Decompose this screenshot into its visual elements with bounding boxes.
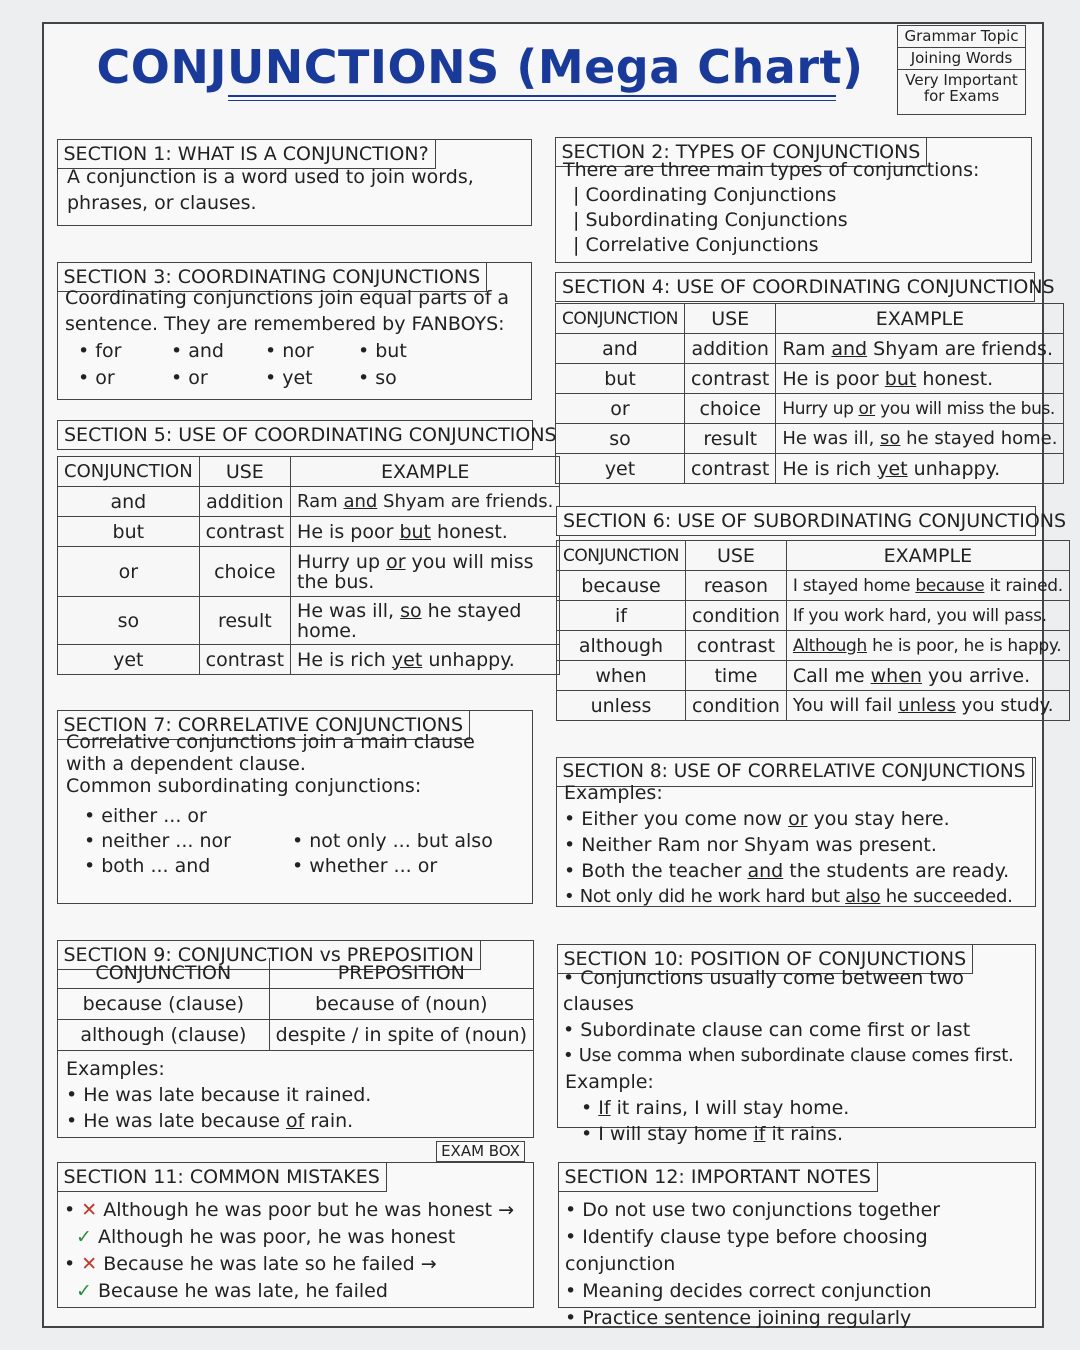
table-row (556, 424, 1064, 454)
position-item: • Subordinate clause can come first or last (563, 1019, 971, 1041)
tag-important: Very Important for Exams (905, 71, 1018, 105)
topic-tag-box (897, 25, 1026, 115)
cell-example: He is rich yet unhappy. (776, 454, 1064, 484)
col-header: CONJUNCTION (58, 457, 200, 487)
cell-example: He is poor but honest. (776, 364, 1064, 394)
cell-conjunction: or (58, 547, 200, 597)
table-row (556, 334, 1064, 364)
cell-use: time (686, 661, 787, 691)
table-row (58, 1019, 533, 1050)
title-underline (228, 95, 836, 97)
table-row (58, 517, 560, 547)
cell-example: Hurry up or you will miss the bus. (776, 394, 1064, 424)
type-item: | Subordinating Conjunctions (573, 209, 848, 231)
type-coordinating: Coordinating Conjunctions (585, 184, 837, 206)
table-row (556, 364, 1064, 394)
fanboys-item: • nor (265, 340, 314, 362)
section-11 (57, 1162, 534, 1308)
cell-use: addition (199, 487, 290, 517)
type-subordinating: Subordinating Conjunctions (585, 209, 848, 231)
col-header: EXAMPLE (786, 541, 1069, 571)
cell-preposition: because of (noun) (269, 988, 533, 1019)
cell-preposition: despite / in spite of (noun) (269, 1019, 533, 1050)
title-underline-thin (228, 100, 836, 101)
section-3 (57, 262, 532, 400)
example-item: • He was late because it rained. (66, 1084, 372, 1106)
section-3-heading: SECTION 3: COORDINATING CONJUNCTIONS (57, 262, 488, 292)
fanboys-word: or (188, 367, 208, 389)
cell-use: contrast (686, 631, 787, 661)
note-item: • Do not use two conjunctions together (565, 1199, 941, 1221)
mistake-wrong: • ✕ Although he was poor but he was honest → (64, 1199, 515, 1221)
fanboys-item: • but (358, 340, 407, 362)
comparison-table (58, 958, 533, 1051)
cell-example: You will fail unless you study. (786, 691, 1069, 721)
cell-conjunction: although (557, 631, 686, 661)
tag-grammar-topic: Grammar Topic (898, 26, 1025, 48)
cell-use: choice (685, 394, 776, 424)
cell-use: result (685, 424, 776, 454)
table-row (58, 597, 560, 645)
section-5 (57, 420, 557, 676)
cell-conjunction: because (557, 571, 686, 601)
example-item: • Not only did he work hard but also he succeeded. (564, 886, 1013, 907)
section-5-heading: SECTION 5: USE OF COORDINATING CONJUNCTIONS (57, 420, 533, 450)
fanboys-item: • so (358, 367, 397, 389)
cell-conjunction: but (58, 517, 200, 547)
table-row (557, 571, 1070, 601)
example-item: • If it rains, I will stay home. (581, 1097, 850, 1119)
col-header: CONJUNCTION (58, 958, 269, 988)
cell-conjunction: and (556, 334, 685, 364)
section-1-text: A conjunction is a word used to join words, phrases, or clauses. (67, 166, 474, 214)
section-4 (555, 272, 1058, 488)
cell-example: I stayed home because it rained. (786, 571, 1069, 601)
cell-conjunction: yet (556, 454, 685, 484)
correlative-pair: • not only ... but also (292, 830, 493, 852)
section-10 (557, 944, 1036, 1145)
section-10-heading: SECTION 10: POSITION OF CONJUNCTIONS (557, 944, 974, 974)
position-item: • Conjunctions usually come between two clauses (563, 967, 964, 1015)
table-row (58, 988, 533, 1019)
col-header: PREPOSITION (269, 958, 533, 988)
fanboys-item: • or (78, 367, 115, 389)
section-12-heading: SECTION 12: IMPORTANT NOTES (558, 1162, 878, 1192)
cell-use: contrast (199, 645, 290, 675)
section-7-body (66, 731, 528, 797)
section-7-line: with a dependent clause. (66, 753, 306, 775)
note-item: • Practice sentence joining regularly (565, 1307, 912, 1329)
cell-conjunction: or (556, 394, 685, 424)
section-8-body (564, 780, 1034, 910)
fanboys-word: yet (282, 367, 313, 389)
section-6-heading: SECTION 6: USE OF SUBORDINATING CONJUNCTIONS (556, 506, 1036, 536)
cell-example: Call me when you arrive. (786, 661, 1069, 691)
examples-label: Examples: (564, 782, 663, 804)
cell-conjunction: unless (557, 691, 686, 721)
page-title: CONJUNCTIONS (Mega Chart) (96, 40, 864, 94)
section-5-table (57, 456, 560, 675)
section-6 (556, 506, 1067, 722)
table-row (556, 454, 1064, 484)
section-10-body (563, 965, 1035, 1147)
table-row (58, 487, 560, 517)
cell-example: Ram and Shyam are friends. (776, 334, 1064, 364)
cell-example: He was ill, so he stayed home. (776, 424, 1064, 454)
table-row (58, 547, 560, 597)
cell-example: Ram and Shyam are friends. (291, 487, 560, 517)
cell-use: contrast (199, 517, 290, 547)
fanboys-word: for (95, 340, 122, 362)
fanboys-item: • yet (265, 367, 313, 389)
fanboys-item: • and (171, 340, 224, 362)
fanboys-word: nor (282, 340, 314, 362)
type-item: | Coordinating Conjunctions (573, 184, 837, 206)
cell-conjunction: so (58, 597, 200, 645)
cell-use: contrast (685, 454, 776, 484)
table-row (58, 645, 560, 675)
mistake-right: ✓ Although he was poor, he was honest (76, 1226, 456, 1248)
col-header: EXAMPLE (291, 457, 560, 487)
cell-example: He is rich yet unhappy. (291, 645, 560, 675)
section-7-line: Correlative conjunctions join a main clause (66, 731, 475, 753)
cell-example: Although he is poor, he is happy. (786, 631, 1069, 661)
correlative-pair: • both ... and (84, 855, 211, 877)
section-4-table (555, 303, 1064, 484)
col-header: USE (199, 457, 290, 487)
cross-icon: ✕ (81, 1199, 98, 1221)
section-3-text: Coordinating conjunctions join equal parts of a sentence. They are remembered by FANBOYS: (65, 287, 510, 335)
cell-use: condition (686, 601, 787, 631)
check-icon: ✓ (76, 1226, 92, 1248)
section-12 (558, 1162, 1036, 1329)
table-row (557, 631, 1070, 661)
correlative-pair: • whether ... or (292, 855, 438, 877)
example-label: Example: (565, 1071, 654, 1093)
cell-conjunction: if (557, 601, 686, 631)
col-header: USE (686, 541, 787, 571)
cell-example: If you work hard, you will pass. (786, 601, 1069, 631)
section-2-heading: SECTION 2: TYPES OF CONJUNCTIONS (555, 137, 928, 167)
section-7-line: Common subordinating conjunctions: (66, 775, 422, 797)
example-item: • Both the teacher and the students are ready. (564, 860, 1010, 882)
section-2-intro: There are three main types of conjunctions: (563, 159, 980, 181)
section-2 (555, 137, 1032, 263)
mistake-right: ✓ Because he was late, he failed (76, 1280, 388, 1302)
cell-conjunction: but (556, 364, 685, 394)
section-2-body (563, 158, 1023, 258)
section-1 (57, 139, 532, 226)
section-12-body (565, 1197, 1033, 1332)
type-correlative: Correlative Conjunctions (585, 234, 819, 256)
cell-use: result (199, 597, 290, 645)
fanboys-word: and (188, 340, 224, 362)
cell-use: reason (686, 571, 787, 601)
exam-box-label: EXAM BOX (436, 1141, 525, 1162)
section-7-heading: SECTION 7: CORRELATIVE CONJUNCTIONS (57, 710, 471, 740)
fanboys-word: so (375, 367, 397, 389)
type-item: | Correlative Conjunctions (573, 234, 819, 256)
cell-conjunction: and (58, 487, 200, 517)
section-11-body (64, 1197, 532, 1305)
table-row (556, 394, 1064, 424)
cell-example: Hurry up or you will miss the bus. (291, 547, 560, 597)
section-6-table (556, 540, 1070, 721)
cell-conjunction: so (556, 424, 685, 454)
section-8-heading: SECTION 8: USE OF CORRELATIVE CONJUNCTIONS (556, 757, 1033, 787)
cross-icon: ✕ (81, 1253, 98, 1275)
mistake-wrong: • ✕ Because he was late so he failed → (64, 1253, 437, 1275)
cell-conjunction: yet (58, 645, 200, 675)
correlative-pair: • neither ... nor (84, 830, 231, 852)
fanboys-word: but (375, 340, 407, 362)
cell-example: He is poor but honest. (291, 517, 560, 547)
col-header: EXAMPLE (776, 304, 1064, 334)
table-row (557, 601, 1070, 631)
example-item: • Either you come now or you stay here. (564, 808, 950, 830)
section-11-heading: SECTION 11: COMMON MISTAKES (57, 1162, 387, 1192)
section-9-examples (66, 1056, 526, 1134)
cell-example: He was ill, so he stayed home. (291, 597, 560, 645)
col-header: CONJUNCTION (557, 541, 686, 571)
section-1-heading: SECTION 1: WHAT IS A CONJUNCTION? (57, 139, 436, 169)
section-7 (57, 710, 533, 904)
examples-label: Examples: (66, 1058, 165, 1080)
section-9 (57, 940, 534, 1138)
note-item: • Identify clause type before choosing conjunction (565, 1226, 928, 1275)
cell-conjunction: because (clause) (58, 988, 269, 1019)
cell-conjunction: when (557, 661, 686, 691)
fanboys-item: • or (171, 367, 208, 389)
fanboys-word: or (95, 367, 115, 389)
fanboys-item: • for (78, 340, 122, 362)
example-item: • Neither Ram nor Shyam was present. (564, 834, 937, 856)
cell-use: condition (686, 691, 787, 721)
example-item: • I will stay home if it rains. (581, 1123, 843, 1145)
cell-use: contrast (685, 364, 776, 394)
table-row (557, 691, 1070, 721)
position-item: • Use comma when subordinate clause comes first. (563, 1045, 1014, 1066)
table-row (557, 661, 1070, 691)
check-icon: ✓ (76, 1280, 92, 1302)
note-item: • Meaning decides correct conjunction (565, 1280, 932, 1302)
cell-use: choice (199, 547, 290, 597)
cell-conjunction: although (clause) (58, 1019, 269, 1050)
example-item: • He was late because of rain. (66, 1110, 354, 1132)
cell-use: addition (685, 334, 776, 364)
section-8 (556, 757, 1036, 907)
section-4-heading: SECTION 4: USE OF COORDINATING CONJUNCTIONS (555, 272, 1035, 302)
col-header: CONJUNCTION (556, 304, 685, 334)
correlative-pair: • either ... or (84, 805, 207, 827)
tag-joining-words: Joining Words (898, 48, 1025, 70)
col-header: USE (685, 304, 776, 334)
section-9-heading: SECTION 9: CONJUNCTION vs PREPOSITION (57, 940, 481, 970)
